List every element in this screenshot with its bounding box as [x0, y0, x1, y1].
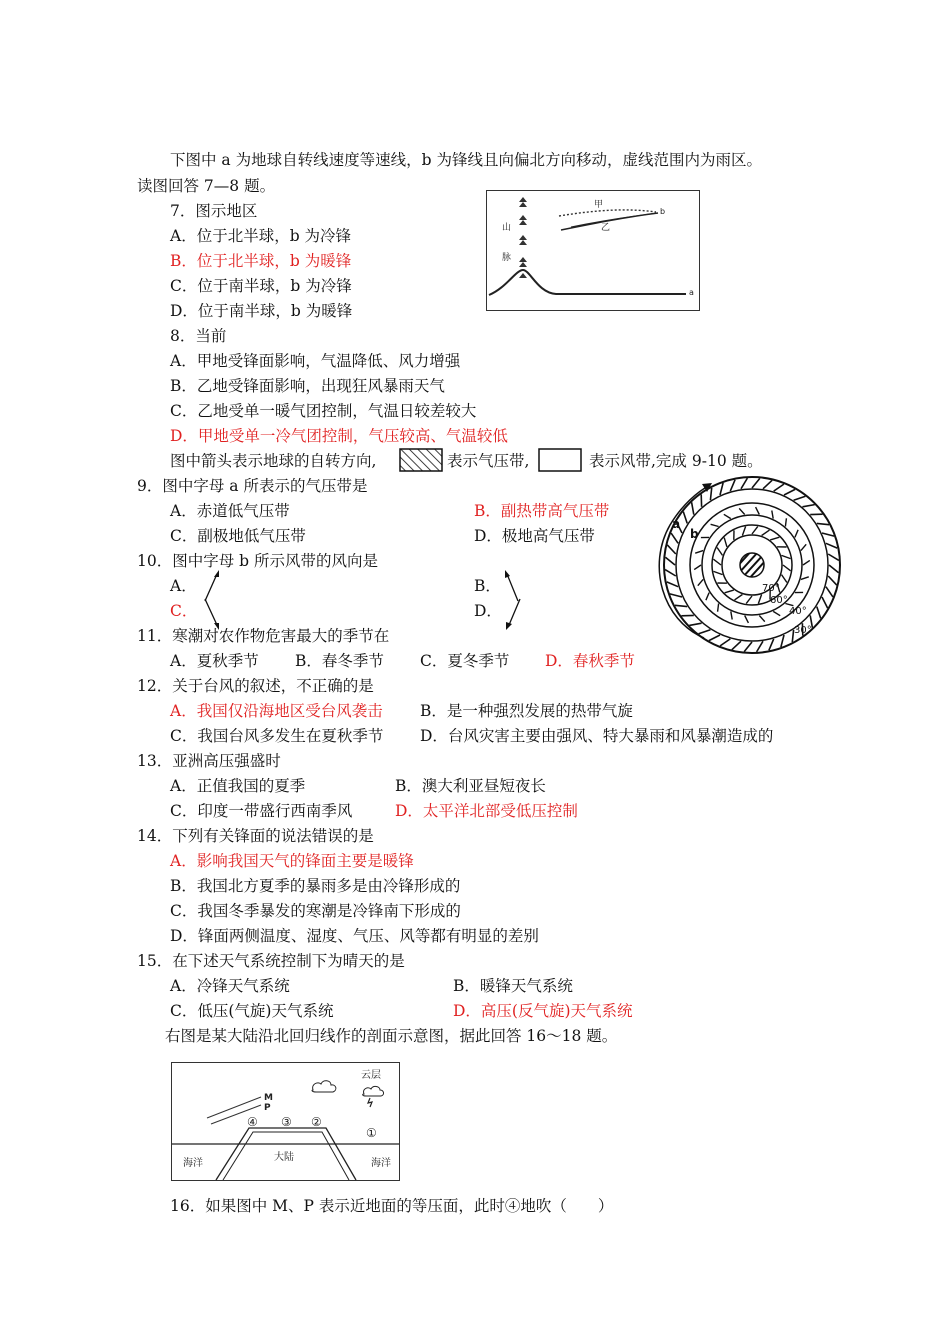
q13-option-d: D．太平洋北部受低压控制	[395, 802, 578, 820]
intro2-part1: 图中箭头表示地球的自转方向,	[170, 452, 377, 470]
q13-option-a: A．正值我国的夏季	[170, 777, 306, 795]
label-4: ④	[247, 1115, 258, 1129]
q16-stem: 16．如果图中 M、P 表示近地面的等压面，此时④地吹（ ）	[170, 1197, 614, 1215]
q7-option-b: B．位于北半球，b 为暖锋	[170, 252, 352, 270]
mountain-label-1: 山	[502, 223, 512, 233]
label-60: 60°	[770, 595, 788, 606]
intro3: 右图是某大陆沿北回归线作的剖面示意图，据此回答 16～18 题。	[165, 1027, 618, 1045]
intro2-part2: 表示气压带,	[447, 452, 530, 470]
q7-stem: 7．图示地区	[170, 202, 258, 220]
label-1: ①	[366, 1126, 377, 1140]
intro-line-2: 读图回答 7—8 题。	[137, 177, 276, 195]
q10-option-a: A．	[170, 577, 197, 595]
label-a: a	[672, 517, 681, 531]
intro2-part3: 表示风带,完成 9-10 题。	[589, 452, 763, 470]
q8-option-c: C．乙地受单一暖气团控制，气温日较差较大	[170, 402, 477, 420]
label-sea-right: 海洋	[371, 1158, 391, 1169]
q12-option-c: C．我国台风多发生在夏秋季节	[170, 727, 384, 745]
q11-option-d: D．春秋季节	[545, 652, 635, 670]
label-3: ③	[281, 1115, 292, 1129]
front-figure	[486, 190, 701, 312]
q11-option-b: B．春冬季节	[295, 652, 384, 670]
q10-stem: 10．图中字母 b 所示风带的风向是	[137, 552, 379, 570]
label-40: 40°	[789, 606, 807, 617]
q8-option-a: A．甲地受锋面影响，气温降低、风力增强	[170, 352, 461, 370]
q15-stem: 15．在下述天气系统控制下为晴天的是	[137, 952, 405, 970]
label-a: a	[689, 288, 694, 297]
arrow-d-icon	[502, 596, 524, 632]
q15-option-d: D．高压(反气旋)天气系统	[453, 1002, 633, 1020]
q12-option-a: A．我国仅沿海地区受台风袭击	[170, 702, 383, 720]
q12-option-b: B．是一种强烈发展的热带气旋	[420, 702, 633, 720]
label-b: b	[660, 207, 666, 216]
pressure-wind-belt-figure	[642, 470, 842, 665]
q8-stem: 8．当前	[170, 327, 227, 345]
label-m: M	[264, 1093, 273, 1103]
continent-profile-figure	[171, 1062, 401, 1182]
q8-option-d: D．甲地受单一冷气团控制，气压较高、气温较低	[170, 427, 508, 445]
label-30: 30°	[794, 625, 812, 636]
q12-option-d: D．台风灾害主要由强风、特大暴雨和风暴潮造成的	[420, 727, 774, 745]
q7-option-a: A．位于北半球，b 为冷锋	[170, 227, 352, 245]
q14-option-d: D．锋面两侧温度、湿度、气压、风等都有明显的差别	[170, 927, 539, 945]
label-70: 70°	[762, 583, 780, 594]
q7-option-c: C．位于南半球，b 为冷锋	[170, 277, 352, 295]
label-sea-left: 海洋	[183, 1158, 203, 1169]
label-b: b	[690, 527, 699, 541]
q12-stem: 12．关于台风的叙述，不正确的是	[137, 677, 374, 695]
q14-option-a: A．影响我国天气的锋面主要是暖锋	[170, 852, 414, 870]
q14-option-c: C．我国冬季暴发的寒潮是冷锋南下形成的	[170, 902, 461, 920]
q8-option-b: B．乙地受锋面影响，出现狂风暴雨天气	[170, 377, 445, 395]
label-jia: 甲	[594, 200, 604, 210]
q14-option-b: B．我国北方夏季的暴雨多是由冷锋形成的	[170, 877, 461, 895]
q11-stem: 11．寒潮对农作物危害最大的季节在	[137, 627, 390, 645]
mountain-label-2: 脉	[502, 253, 512, 263]
label-p: P	[264, 1103, 271, 1113]
intro-line-1: 下图中 a 为地球自转线速度等速线，b 为锋线且向偏北方向移动，虚线范围内为雨区。	[170, 151, 762, 169]
label-cloud: 云层	[361, 1070, 381, 1081]
q15-option-b: B．暖锋天气系统	[453, 977, 573, 995]
q10-option-b: B．	[474, 577, 501, 595]
pressure-belt-legend	[399, 448, 443, 472]
pole	[734, 548, 767, 581]
q9-stem: 9．图中字母 a 所表示的气压带是	[137, 477, 368, 495]
wind-belt-legend	[538, 448, 582, 472]
label-yi: 乙	[601, 223, 611, 233]
q15-option-c: C．低压(气旋)天气系统	[170, 1002, 334, 1020]
q14-stem: 14．下列有关锋面的说法错误的是	[137, 827, 374, 845]
q9-option-a: A．赤道低气压带	[170, 502, 290, 520]
q11-option-c: C．夏冬季节	[420, 652, 510, 670]
q10-option-d: D．	[474, 602, 502, 620]
q9-option-b: B．副热带高气压带	[474, 502, 610, 520]
label-land: 大陆	[274, 1152, 294, 1163]
q9-option-d: D．极地高气压带	[474, 527, 595, 545]
q9-option-c: C．副极地低气压带	[170, 527, 306, 545]
q15-option-a: A．冷锋天气系统	[170, 977, 290, 995]
label-2: ②	[311, 1115, 322, 1129]
q13-option-b: B．澳大利亚昼短夜长	[395, 777, 546, 795]
q11-option-a: A．夏秋季节	[170, 652, 259, 670]
q7-option-d: D．位于南半球，b 为暖锋	[170, 302, 353, 320]
q13-option-c: C．印度一带盛行西南季风	[170, 802, 353, 820]
q10-option-c: C．	[170, 602, 198, 620]
q13-stem: 13．亚洲高压强盛时	[137, 752, 281, 770]
